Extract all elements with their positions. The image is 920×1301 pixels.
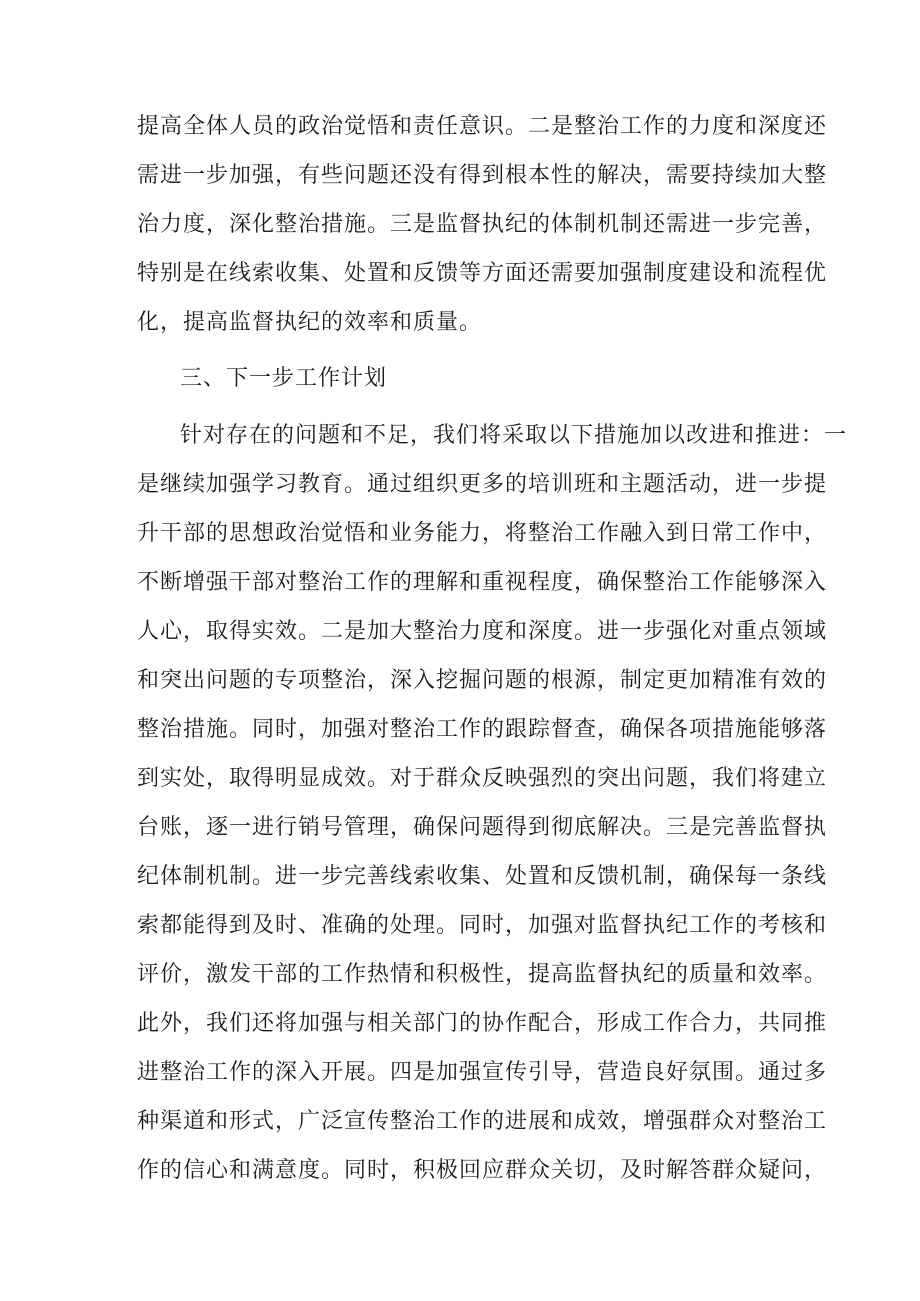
paragraph-2-line-10: 纪体制机制。进一步完善线索收集、处置和反馈机制，确保每一条线 [137, 864, 828, 889]
paragraph-2-line-8: 到实处，取得明显成效。对于群众反映强烈的突出问题，我们将建立 [137, 766, 828, 791]
paragraph-2-line-5: 人心，取得实效。二是加大整治力度和深度。进一步强化对重点领域 [137, 619, 828, 644]
paragraph-2-line-4: 不断增强干部对整治工作的理解和重视程度，确保整治工作能够深入 [137, 570, 828, 595]
paragraph-2-line-2: 是继续加强学习教育。通过组织更多的培训班和主题活动，进一步提 [137, 472, 828, 497]
paragraph-1-line-1: 提高全体人员的政治觉悟和责任意识。二是整治工作的力度和深度还 [137, 114, 828, 139]
paragraph-2-line-12: 评价，激发干部的工作热情和积极性，提高监督执纪的质量和效率。 [137, 962, 828, 987]
paragraph-1-line-5: 化，提高监督执纪的效率和质量。 [137, 310, 483, 335]
paragraph-2-line-14: 进整治工作的深入开展。四是加强宣传引导，营造良好氛围。通过多 [137, 1060, 828, 1085]
paragraph-1-line-2: 需进一步加强，有些问题还没有得到根本性的解决，需要持续加大整 [137, 163, 828, 188]
paragraph-2-line-1: 针对存在的问题和不足，我们将采取以下措施加以改进和推进：一 [180, 423, 848, 448]
paragraph-2-line-13: 此外，我们还将加强与相关部门的协作配合，形成工作合力，共同推 [137, 1011, 828, 1036]
paragraph-2-line-11: 索都能得到及时、准确的处理。同时，加强对监督执纪工作的考核和 [137, 913, 828, 938]
section-heading: 三、下一步工作计划 [180, 366, 388, 391]
paragraph-1-line-3: 治力度，深化整治措施。三是监督执纪的体制机制还需进一步完善， [137, 212, 828, 237]
paragraph-2-line-15: 种渠道和形式，广泛宣传整治工作的进展和成效，增强群众对整治工 [137, 1109, 828, 1134]
paragraph-2-line-9: 台账，逐一进行销号管理，确保问题得到彻底解决。三是完善监督执 [137, 815, 828, 840]
paragraph-2-line-7: 整治措施。同时，加强对整治工作的跟踪督查，确保各项措施能够落 [137, 717, 828, 742]
paragraph-2-line-6: 和突出问题的专项整治，深入挖掘问题的根源，制定更加精准有效的 [137, 668, 828, 693]
paragraph-2-line-16: 作的信心和满意度。同时，积极回应群众关切，及时解答群众疑问， [137, 1158, 828, 1183]
paragraph-1-line-4: 特别是在线索收集、处置和反馈等方面还需要加强制度建设和流程优 [137, 261, 828, 286]
paragraph-2-line-3: 升干部的思想政治觉悟和业务能力，将整治工作融入到日常工作中， [137, 521, 828, 546]
